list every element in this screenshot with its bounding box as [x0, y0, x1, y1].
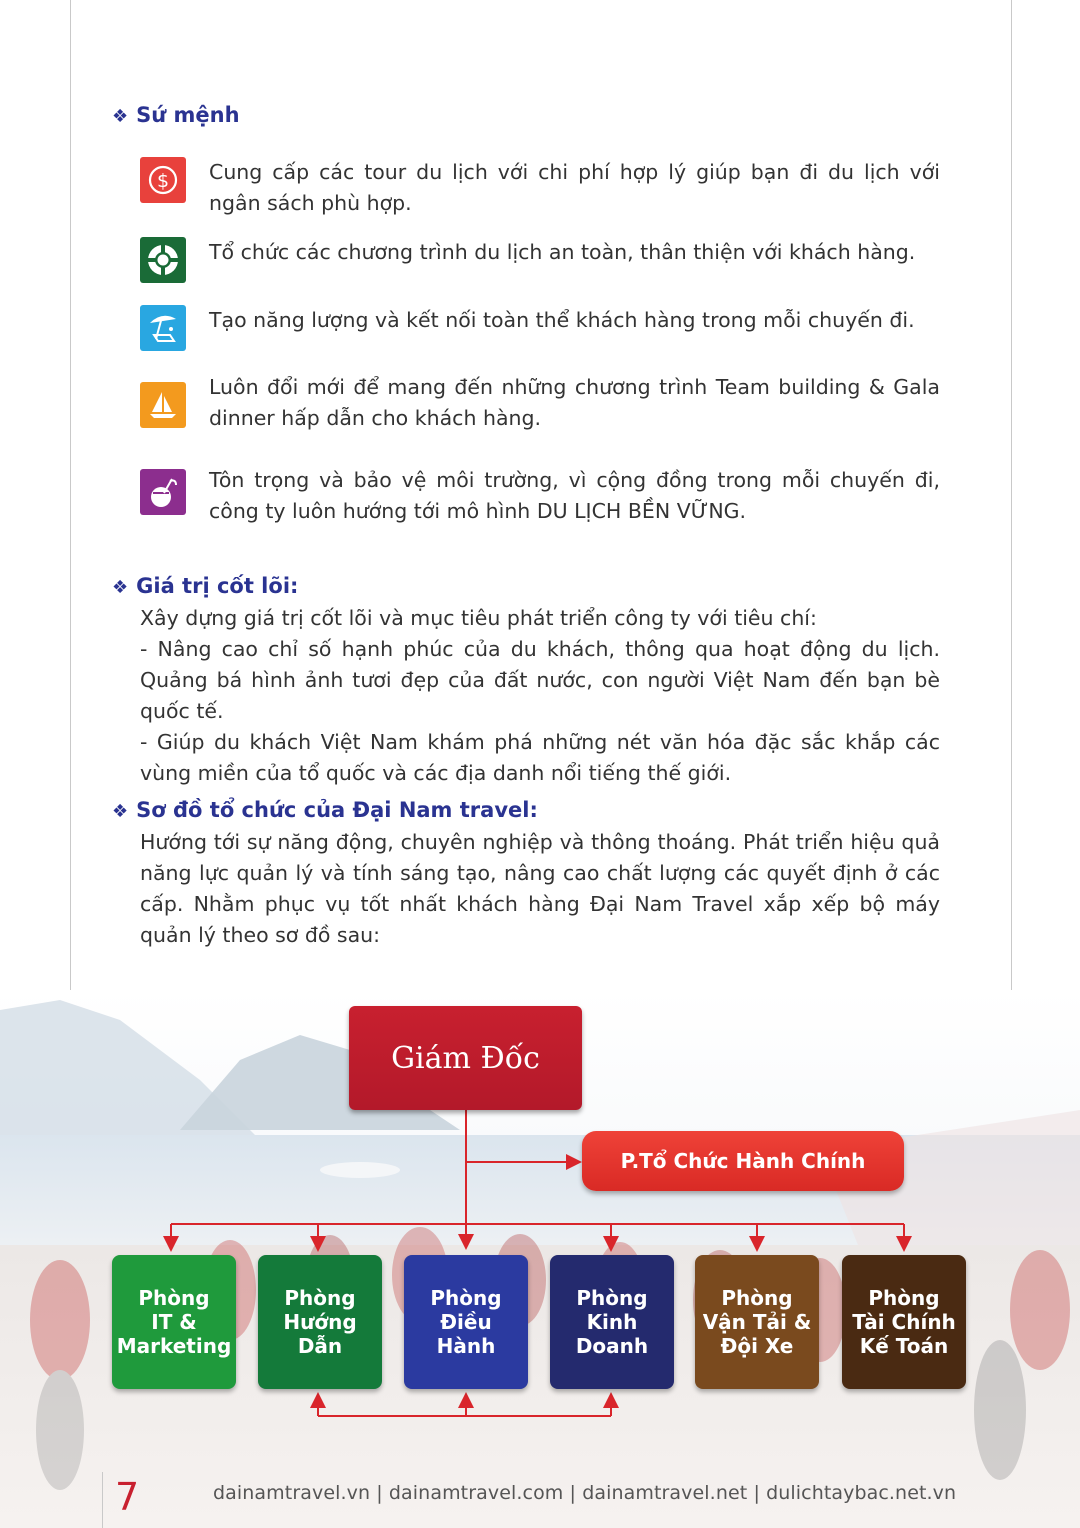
core-values-line: Xây dựng giá trị cốt lõi và mục tiêu phát triển công ty với tiêu chí:	[140, 606, 817, 630]
coconut-drink-icon	[140, 469, 186, 515]
director-box: Giám Đốc	[349, 1006, 582, 1110]
dept-it-marketing: Phòng IT & Marketing	[112, 1255, 236, 1389]
diamond-bullet-icon: ❖	[112, 801, 129, 822]
sailboat-icon	[140, 382, 186, 428]
mission-item-text: Tạo năng lượng và kết nối toàn thể khách hàng trong mỗi chuyến đi.	[209, 308, 915, 332]
dept-tour-guide: Phòng Hướng Dẫn	[258, 1255, 382, 1389]
footer-website-links: dainamtravel.vn | dainamtravel.com | dainamtravel.net | dulichtaybac.net.vn	[213, 1482, 957, 1504]
page-number: 7	[102, 1472, 152, 1528]
admin-department-box: P.Tổ Chức Hành Chính	[582, 1131, 904, 1191]
dept-sales: Phòng Kinh Doanh	[550, 1255, 674, 1389]
mission-item-text: Cung cấp các tour du lịch với chi phí hợp lý giúp bạn đi du lịch với ngân sách phù hợp.	[209, 160, 940, 215]
org-chart-heading	[112, 798, 538, 822]
org-chart-heading-text: Sơ đồ tổ chức của Đại Nam travel:	[136, 798, 538, 822]
core-values-line: - Nâng cao chỉ số hạnh phúc của du khách, thông qua hoạt động du lịch. Quảng bá hình ảnh tươi đẹp của đất nước, con người Việt Nam đến bạn bè quốc tế.	[140, 637, 940, 723]
mission-heading	[112, 103, 240, 127]
mission-heading-text: Sứ mệnh	[136, 103, 240, 127]
org-chart-description: Hướng tới sự năng động, chuyên nghiệp và thông thoáng. Phát triển hiệu quả năng lực quản lý và tính sáng tạo, nâng cao chất lượng các quyết định ở các cấp. Nhằm phục vụ tốt nhất khách hàng Đại Nam Travel xắp xếp bộ máy quản lý theo sơ đồ sau:	[140, 830, 940, 947]
dept-transport: Phòng Vận Tải & Đội Xe	[695, 1255, 819, 1389]
dept-finance: Phòng Tài Chính Kế Toán	[842, 1255, 966, 1389]
core-values-body	[140, 603, 940, 789]
diamond-bullet-icon: ❖	[112, 106, 129, 127]
core-values-heading-text: Giá trị cốt lõi:	[136, 574, 299, 598]
dept-operations: Phòng Điều Hành	[404, 1255, 528, 1389]
core-values-heading	[112, 574, 298, 598]
diamond-bullet-icon: ❖	[112, 577, 129, 598]
mission-item-text: Luôn đổi mới để mang đến những chương trình Team building & Gala dinner hấp dẫn cho khách hàng.	[209, 375, 940, 430]
core-values-line: - Giúp du khách Việt Nam khám phá những nét văn hóa đặc sắc khắp các vùng miền của tổ quốc và các địa danh nổi tiếng thế giới.	[140, 730, 940, 785]
beach-umbrella-icon	[140, 305, 186, 351]
dollar-icon	[140, 157, 186, 203]
mission-item-text: Tổ chức các chương trình du lịch an toàn, thân thiện với khách hàng.	[209, 240, 916, 264]
lifebuoy-icon	[140, 237, 186, 283]
mission-item-text: Tôn trọng và bảo vệ môi trường, vì cộng đồng trong mỗi chuyến đi, công ty luôn hướng tới mô hình DU LỊCH BỀN VỮNG.	[209, 468, 940, 523]
svg-text:$: $	[156, 170, 170, 192]
